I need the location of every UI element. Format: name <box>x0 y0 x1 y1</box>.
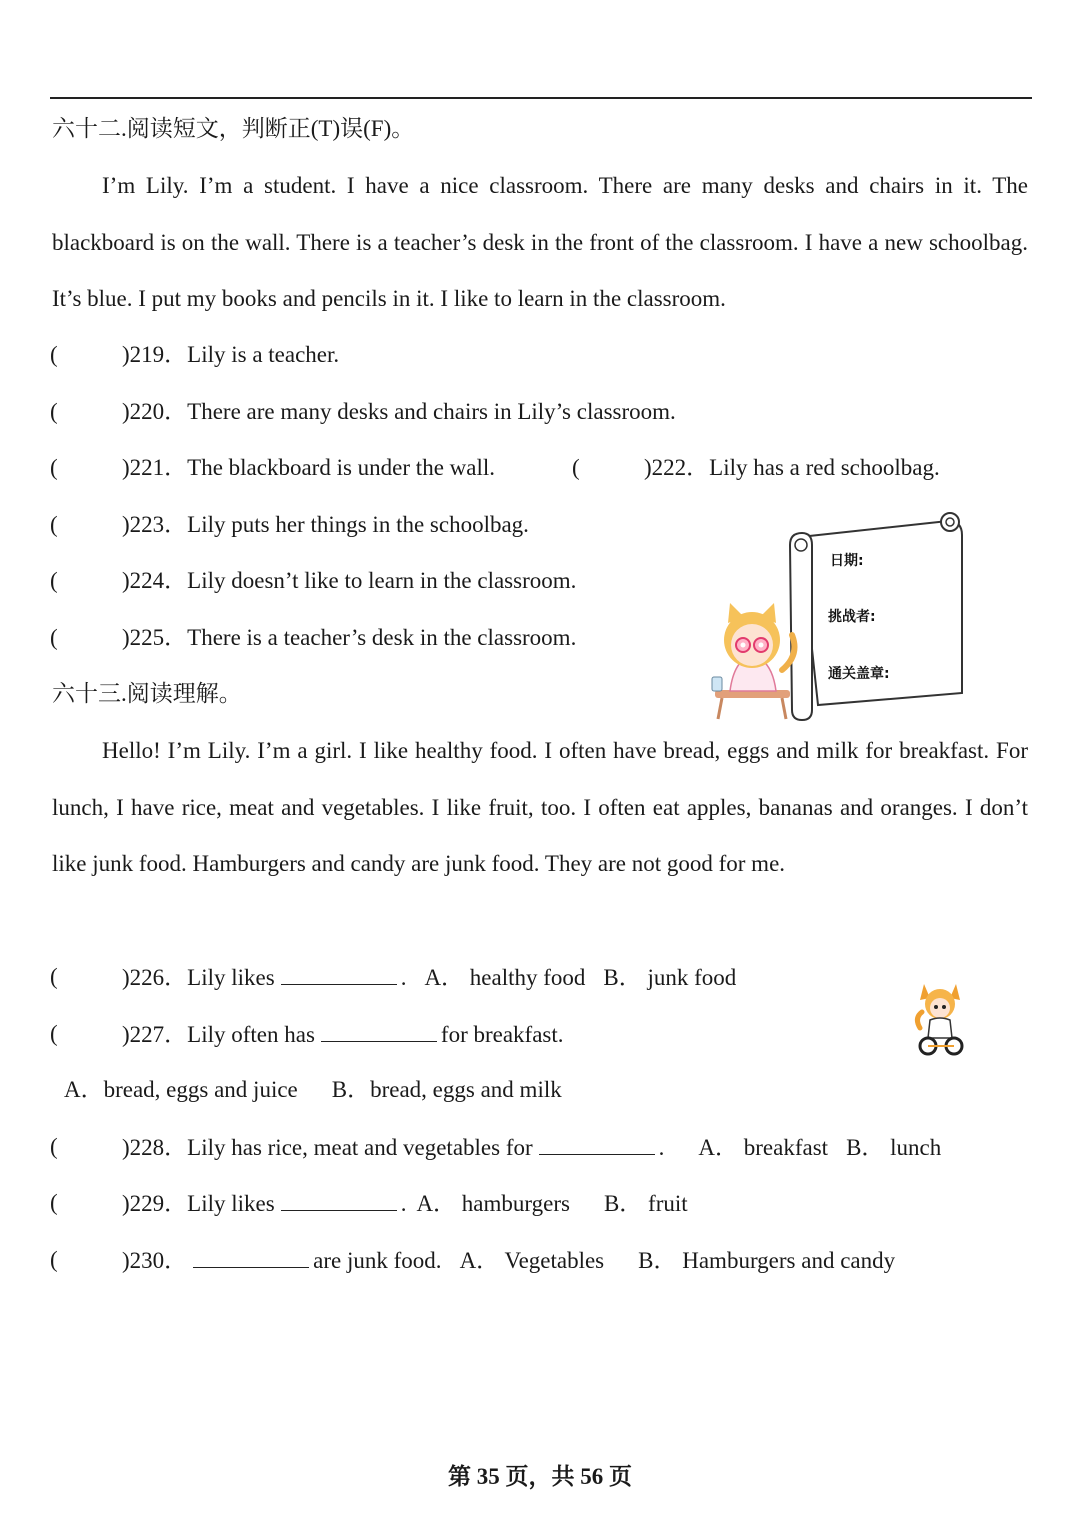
question-222: )222．Lily has a red schoolbag. <box>644 455 940 480</box>
answer-paren[interactable]: ( <box>50 1190 58 1215</box>
answer-blank[interactable] <box>321 1019 437 1042</box>
answer-blank[interactable] <box>281 1188 397 1211</box>
answer-paren[interactable]: ( <box>50 1134 58 1159</box>
answer-paren[interactable]: ( <box>50 1247 58 1272</box>
answer-paren[interactable]: ( <box>50 455 58 480</box>
answer-paren[interactable]: ( <box>50 568 58 593</box>
answer-paren[interactable]: ( <box>50 964 58 989</box>
answer-paren[interactable]: ( <box>50 512 58 537</box>
section63-passage: Hello! I’m Lily. I’m a girl. I like healthy food. I often have bread, eggs and milk for breakfast. For lunch, I have rice, meat and vegetables. I like fruit, too. I often eat apples, bananas and oranges. I don’t like junk food. Hamburgers and candy are junk food. They are not good for me. <box>52 738 1028 876</box>
section63-title: 六十三.阅读理解。 <box>52 681 242 706</box>
option-b: B． Hamburgers and candy <box>638 1248 896 1273</box>
option-b: B． fruit <box>603 1191 688 1216</box>
option-a: A．bread, eggs and juice <box>64 1077 298 1102</box>
challenge-scroll-card <box>700 505 975 730</box>
section62-passage: I’m Lily. I’m a student. I have a nice classroom. There are many desks and chairs in it. The blackboard is on the wall. There is a teacher’s desk in the front of the classroom. I have a new schoolbag. It’s blue. I put my books and pencils in it. I like to learn in the classroom. <box>52 173 1028 311</box>
option-b: B． junk food <box>603 965 737 990</box>
option-a: A． Vegetables <box>459 1248 605 1273</box>
challenger-label: 挑战者: <box>828 609 876 625</box>
option-a: A． breakfast <box>698 1135 829 1160</box>
answer-blank[interactable] <box>281 962 397 985</box>
option-a: A． healthy food <box>424 965 586 990</box>
answer-paren[interactable]: ( <box>50 399 58 424</box>
stamp-label: 通关盖章: <box>828 666 890 682</box>
top-rule <box>50 97 1032 99</box>
page-number: 第 35 页，共 56 页 <box>448 1464 632 1489</box>
option-b: B． lunch <box>846 1135 942 1160</box>
answer-paren[interactable]: ( <box>50 625 58 650</box>
answer-blank[interactable] <box>193 1245 309 1268</box>
section62-title: 六十二.阅读短文，判断正(T)误(F)。 <box>52 116 415 141</box>
date-label: 日期: <box>830 553 864 569</box>
answer-paren[interactable]: ( <box>572 455 580 480</box>
option-a: A． hamburgers <box>416 1191 570 1216</box>
option-b: B．bread, eggs and milk <box>331 1077 562 1102</box>
answer-paren[interactable]: ( <box>50 1021 58 1046</box>
fox-cyclist-illustration <box>912 978 968 1058</box>
answer-blank[interactable] <box>539 1132 655 1155</box>
question-227-options <box>64 1075 562 1105</box>
answer-paren[interactable]: ( <box>50 342 58 367</box>
